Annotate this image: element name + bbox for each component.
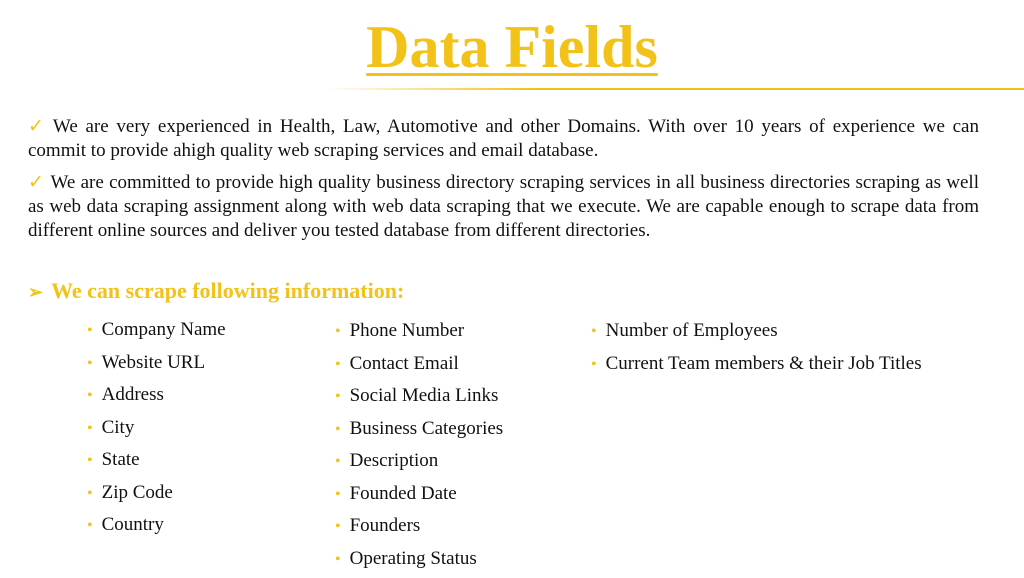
list-item: • Contact Email bbox=[335, 351, 503, 384]
list-item: • Description bbox=[335, 448, 503, 481]
bullet-icon: • bbox=[87, 322, 93, 339]
field-list-column-1 bbox=[87, 317, 226, 545]
checkmark-icon: ✓ bbox=[28, 116, 47, 137]
page-title: Data Fields bbox=[0, 12, 1024, 82]
bullet-icon: • bbox=[335, 323, 341, 340]
list-item: • Address bbox=[87, 382, 226, 415]
bullet-icon: • bbox=[87, 387, 93, 404]
bullet-icon: • bbox=[87, 517, 93, 534]
list-item: • Phone Number bbox=[335, 318, 503, 351]
title-divider bbox=[324, 88, 1024, 90]
paragraph-text: We are very experienced in Health, Law, Automotive and other Domains. With over 10 years of experience we can commit to provide ahigh quality web scraping services and email database. bbox=[28, 116, 979, 161]
list-item: • Social Media Links bbox=[335, 383, 503, 416]
bullet-icon: • bbox=[591, 356, 597, 373]
list-item: • Operating Status bbox=[335, 546, 503, 578]
list-item: • Current Team members & their Job Titles bbox=[591, 351, 922, 384]
list-item: • Zip Code bbox=[87, 480, 226, 513]
bullet-icon: • bbox=[591, 323, 597, 340]
bullet-icon: • bbox=[335, 453, 341, 470]
list-item: • Website URL bbox=[87, 350, 226, 383]
list-item: • Founders bbox=[335, 513, 503, 546]
list-item: • Number of Employees bbox=[591, 318, 922, 351]
bullet-icon: • bbox=[335, 388, 341, 405]
field-list-column-3 bbox=[591, 318, 922, 383]
list-item: • State bbox=[87, 447, 226, 480]
bullet-icon: • bbox=[87, 355, 93, 372]
bullet-icon: • bbox=[87, 420, 93, 437]
bullet-icon: • bbox=[335, 551, 341, 568]
list-item: • Business Categories bbox=[335, 416, 503, 449]
field-list-column-2 bbox=[335, 318, 503, 578]
bullet-icon: • bbox=[335, 518, 341, 535]
paragraph-text: We are committed to provide high quality business directory scraping services in all business directories scraping as well as web data scraping assignment along with web data scraping that we execute. We are capable enough to scrape data from different online sources and deliver you tested database from different directories. bbox=[28, 172, 979, 241]
list-item: • City bbox=[87, 415, 226, 448]
section-subheading: ➢ We can scrape following information: bbox=[28, 278, 404, 304]
list-item: • Country bbox=[87, 512, 226, 545]
list-item: • Founded Date bbox=[335, 481, 503, 514]
bullet-icon: • bbox=[335, 486, 341, 503]
bullet-icon: • bbox=[335, 356, 341, 373]
list-item: • Company Name bbox=[87, 317, 226, 350]
paragraph-experience bbox=[28, 115, 979, 163]
bullet-icon: • bbox=[87, 485, 93, 502]
bullet-icon: • bbox=[335, 421, 341, 438]
arrow-bullet-icon: ➢ bbox=[28, 282, 43, 302]
checkmark-icon: ✓ bbox=[28, 172, 44, 193]
bullet-icon: • bbox=[87, 452, 93, 469]
paragraph-commitment bbox=[28, 171, 979, 243]
